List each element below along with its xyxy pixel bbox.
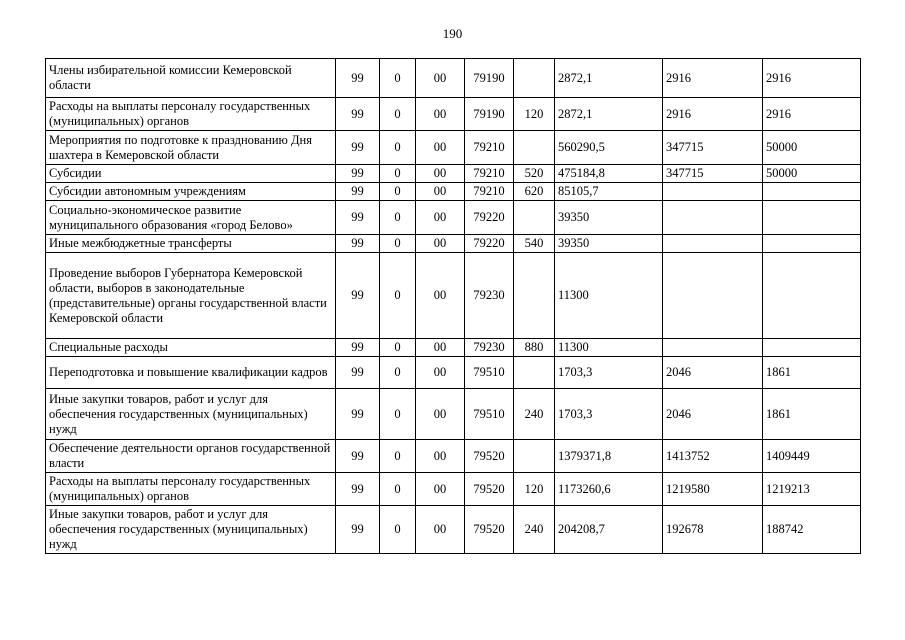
code-target: 79230: [465, 253, 514, 339]
amount-year-3: 1219213: [763, 473, 861, 506]
code-subsection: 0: [380, 98, 416, 131]
amount-year-3: [763, 339, 861, 357]
amount-year-3: [763, 201, 861, 235]
code-program: 00: [416, 440, 465, 473]
code-program: 00: [416, 183, 465, 201]
table-row: [46, 357, 861, 389]
code-section: 99: [336, 506, 380, 554]
code-section: 99: [336, 440, 380, 473]
code-target: 79520: [465, 506, 514, 554]
amount-year-3: 1861: [763, 357, 861, 389]
code-program: 00: [416, 201, 465, 235]
code-target: 79220: [465, 201, 514, 235]
expense-name: Специальные расходы: [46, 339, 336, 357]
amount-year-2: 2046: [663, 389, 763, 440]
code-expense-type: 540: [514, 235, 555, 253]
amount-year-1: 39350: [555, 201, 663, 235]
code-subsection: 0: [380, 473, 416, 506]
amount-year-3: 1861: [763, 389, 861, 440]
code-program: 00: [416, 98, 465, 131]
code-target: 79210: [465, 165, 514, 183]
table-row: [46, 131, 861, 165]
code-section: 99: [336, 183, 380, 201]
table-row: [46, 235, 861, 253]
table-row: [46, 183, 861, 201]
code-subsection: 0: [380, 131, 416, 165]
code-expense-type: [514, 59, 555, 98]
code-expense-type: 880: [514, 339, 555, 357]
amount-year-1: 1703,3: [555, 389, 663, 440]
amount-year-2: 2916: [663, 59, 763, 98]
code-subsection: 0: [380, 506, 416, 554]
amount-year-1: 475184,8: [555, 165, 663, 183]
expense-name: Переподготовка и повышение квалификации кадров: [46, 357, 336, 389]
amount-year-1: 85105,7: [555, 183, 663, 201]
code-subsection: 0: [380, 339, 416, 357]
amount-year-1: 11300: [555, 339, 663, 357]
expense-name: Субсидии автономным учреждениям: [46, 183, 336, 201]
code-subsection: 0: [380, 253, 416, 339]
code-program: 00: [416, 59, 465, 98]
amount-year-1: 11300: [555, 253, 663, 339]
code-section: 99: [336, 339, 380, 357]
code-target: 79520: [465, 473, 514, 506]
expense-name: Иные закупки товаров, работ и услуг для обеспечения государственных (муниципальных) нужд: [46, 389, 336, 440]
amount-year-1: 39350: [555, 235, 663, 253]
amount-year-2: [663, 339, 763, 357]
table-row: [46, 339, 861, 357]
amount-year-3: 50000: [763, 165, 861, 183]
code-target: 79190: [465, 59, 514, 98]
amount-year-3: 1409449: [763, 440, 861, 473]
amount-year-3: 2916: [763, 59, 861, 98]
code-section: 99: [336, 201, 380, 235]
amount-year-1: 2872,1: [555, 59, 663, 98]
amount-year-1: 560290,5: [555, 131, 663, 165]
code-expense-type: 240: [514, 506, 555, 554]
code-expense-type: 120: [514, 473, 555, 506]
code-section: 99: [336, 59, 380, 98]
code-program: 00: [416, 131, 465, 165]
table-row: [46, 440, 861, 473]
amount-year-3: [763, 253, 861, 339]
code-target: 79220: [465, 235, 514, 253]
amount-year-2: [663, 201, 763, 235]
expense-name: Социально-экономическое развитие муниципального образования «город Белово»: [46, 201, 336, 235]
amount-year-2: 347715: [663, 131, 763, 165]
expense-name: Расходы на выплаты персоналу государственных (муниципальных) органов: [46, 473, 336, 506]
table-row: [46, 473, 861, 506]
code-target: 79520: [465, 440, 514, 473]
code-section: 99: [336, 165, 380, 183]
code-program: 00: [416, 339, 465, 357]
code-section: 99: [336, 253, 380, 339]
code-subsection: 0: [380, 201, 416, 235]
code-section: 99: [336, 357, 380, 389]
table-row: [46, 59, 861, 98]
table-row: [46, 165, 861, 183]
amount-year-1: 204208,7: [555, 506, 663, 554]
code-subsection: 0: [380, 440, 416, 473]
code-section: 99: [336, 235, 380, 253]
expense-name: Расходы на выплаты персоналу государственных (муниципальных) органов: [46, 98, 336, 131]
code-expense-type: 520: [514, 165, 555, 183]
code-expense-type: 120: [514, 98, 555, 131]
code-subsection: 0: [380, 59, 416, 98]
table-row: [46, 201, 861, 235]
amount-year-2: 192678: [663, 506, 763, 554]
code-program: 00: [416, 357, 465, 389]
code-section: 99: [336, 473, 380, 506]
amount-year-2: [663, 235, 763, 253]
expense-name: Иные межбюджетные трансферты: [46, 235, 336, 253]
table-row: [46, 253, 861, 339]
budget-table-body: [46, 59, 861, 554]
budget-table: [45, 58, 861, 554]
amount-year-2: 347715: [663, 165, 763, 183]
code-target: 79510: [465, 389, 514, 440]
code-subsection: 0: [380, 357, 416, 389]
code-section: 99: [336, 131, 380, 165]
amount-year-1: 2872,1: [555, 98, 663, 131]
code-expense-type: [514, 131, 555, 165]
amount-year-3: 188742: [763, 506, 861, 554]
expense-name: Иные закупки товаров, работ и услуг для обеспечения государственных (муниципальных) нужд: [46, 506, 336, 554]
code-subsection: 0: [380, 235, 416, 253]
code-program: 00: [416, 253, 465, 339]
code-expense-type: [514, 357, 555, 389]
expense-name: Субсидии: [46, 165, 336, 183]
code-expense-type: [514, 440, 555, 473]
amount-year-3: [763, 183, 861, 201]
amount-year-2: 2916: [663, 98, 763, 131]
amount-year-1: 1379371,8: [555, 440, 663, 473]
table-row: [46, 98, 861, 131]
expense-name: Члены избирательной комиссии Кемеровской области: [46, 59, 336, 98]
code-program: 00: [416, 235, 465, 253]
code-target: 79510: [465, 357, 514, 389]
amount-year-3: [763, 235, 861, 253]
table-row: [46, 389, 861, 440]
amount-year-2: [663, 183, 763, 201]
code-program: 00: [416, 506, 465, 554]
amount-year-3: 50000: [763, 131, 861, 165]
code-target: 79210: [465, 183, 514, 201]
code-subsection: 0: [380, 389, 416, 440]
table-row: [46, 506, 861, 554]
amount-year-2: 1219580: [663, 473, 763, 506]
code-program: 00: [416, 389, 465, 440]
expense-name: Обеспечение деятельности органов государственной власти: [46, 440, 336, 473]
code-expense-type: [514, 201, 555, 235]
amount-year-2: 2046: [663, 357, 763, 389]
code-subsection: 0: [380, 165, 416, 183]
code-section: 99: [336, 98, 380, 131]
amount-year-2: [663, 253, 763, 339]
amount-year-2: 1413752: [663, 440, 763, 473]
amount-year-1: 1703,3: [555, 357, 663, 389]
code-expense-type: [514, 253, 555, 339]
code-subsection: 0: [380, 183, 416, 201]
amount-year-3: 2916: [763, 98, 861, 131]
code-program: 00: [416, 473, 465, 506]
code-section: 99: [336, 389, 380, 440]
code-target: 79210: [465, 131, 514, 165]
page-number: 190: [442, 26, 463, 41]
code-target: 79230: [465, 339, 514, 357]
expense-name: Проведение выборов Губернатора Кемеровской области, выборов в законодательные (представительные) органы государственной власти Кемеровской области: [46, 253, 336, 339]
code-program: 00: [416, 165, 465, 183]
amount-year-1: 1173260,6: [555, 473, 663, 506]
code-expense-type: 620: [514, 183, 555, 201]
expense-name: Мероприятия по подготовке к празднованию Дня шахтера в Кемеровской области: [46, 131, 336, 165]
code-expense-type: 240: [514, 389, 555, 440]
code-target: 79190: [465, 98, 514, 131]
